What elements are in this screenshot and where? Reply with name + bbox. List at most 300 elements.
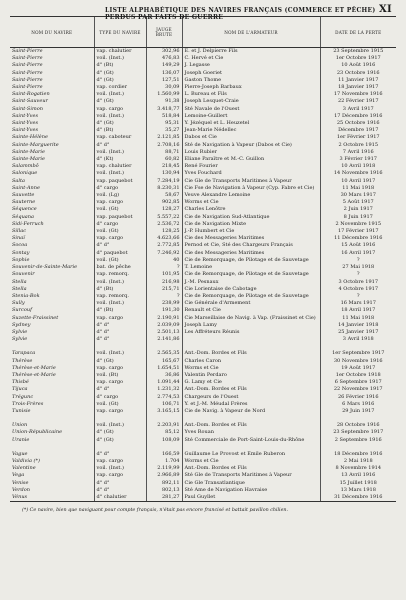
ship-type-cell: voil. (Gt) — [94, 401, 146, 408]
tonnage-cell: 1.654,51 — [146, 365, 182, 372]
ship-name-cell: Séquence — [12, 206, 37, 213]
ship-name-cell: Socoa — [12, 242, 28, 249]
tonnage-cell: 802,13 — [146, 487, 182, 494]
ship-name-cell: Valentine — [12, 465, 36, 472]
table-row — [10, 185, 396, 192]
loss-date-cell: 28 Octobre 1916 — [320, 422, 396, 429]
ship-type-cell: voil. (Gt) — [94, 228, 146, 235]
table-row — [10, 437, 396, 444]
table-row — [10, 379, 396, 386]
tonnage-cell: 95,31 — [146, 120, 182, 127]
loss-date-cell: 30 Novembre 1916 — [320, 358, 396, 365]
loss-date-cell: 2 Octobre 1915 — [320, 142, 396, 149]
owner-cell — [182, 415, 320, 422]
tonnage-cell: 2.536,72 — [146, 221, 182, 228]
ship-name-cell: Union — [12, 422, 28, 429]
tonnage-cell: 88,71 — [146, 149, 182, 156]
table-row — [10, 62, 396, 69]
tonnage-cell: 2.190,91 — [146, 315, 182, 322]
ship-name-cell: Saint-Yves — [12, 120, 39, 127]
ship-type-cell: voil. (Inst.) — [94, 350, 146, 357]
ship-name-cell: Sainte-Marguerite — [12, 141, 59, 148]
table-row — [10, 170, 396, 177]
table-row — [10, 429, 396, 436]
table-body — [10, 48, 396, 502]
tonnage-cell: 518,84 — [146, 113, 182, 120]
owner-cell — [182, 336, 320, 343]
ship-type-cell: d° cargo — [94, 221, 146, 228]
table-row — [10, 465, 396, 472]
table-row — [10, 98, 396, 105]
table-row — [10, 401, 396, 408]
ship-name-cell: Sauvette — [12, 192, 35, 199]
table-row — [10, 300, 396, 307]
table-row — [10, 487, 396, 494]
loss-date-cell: 26 Février 1916 — [320, 394, 396, 401]
tonnage-cell: 136,07 — [146, 70, 182, 77]
tonnage-cell: 1.091,44 — [146, 379, 182, 386]
ship-type-cell: vap. chalutier — [94, 48, 146, 56]
owner-cell: Sté Gle de Transports Maritimes à Vapeur — [182, 472, 320, 479]
owner-cell — [182, 343, 320, 350]
owner-cell: Cie de Navigation Mixte — [182, 221, 320, 228]
table-row — [10, 235, 396, 242]
ship-type-cell — [94, 415, 146, 422]
ship-loss-table — [10, 16, 396, 502]
table-row — [10, 163, 396, 170]
ship-type-cell: voil. (Inst.) — [94, 113, 146, 120]
ship-name-cell: Sainte-Marie — [12, 148, 45, 155]
ship-type-cell: d° (Gt) — [94, 77, 146, 84]
owner-cell: Joseph Lesquet-Craie — [182, 98, 320, 105]
tonnage-cell: 7.246,92 — [146, 250, 182, 257]
owner-cell: Gaston Thome — [182, 77, 320, 84]
loss-date-cell: Décembre 1917 — [320, 127, 396, 134]
table-row — [10, 127, 396, 134]
table-row — [10, 149, 396, 156]
tonnage-cell — [146, 343, 182, 350]
table-row — [10, 113, 396, 120]
ship-type-cell: vap. cargo — [94, 106, 146, 113]
loss-date-cell: ? — [320, 257, 396, 264]
ship-name-cell: Souvenir-de-Sainte-Marie — [12, 264, 78, 271]
table-spacer-row — [10, 343, 396, 350]
ship-type-cell: d° (Gt) — [94, 437, 146, 444]
ship-type-cell: d° (Gt) — [94, 120, 146, 127]
tonnage-cell: 60,82 — [146, 156, 182, 163]
tonnage-cell: 1.560,99 — [146, 91, 182, 98]
ship-type-cell: d° d° — [94, 336, 146, 343]
table-row — [10, 350, 396, 357]
ship-type-cell: vap. cargo — [94, 199, 146, 206]
owner-cell: Cie de Remorquage, de Pilotage et de Sauvetage — [182, 271, 320, 278]
owner-cell — [182, 444, 320, 451]
ship-type-cell: vap. cargo — [94, 472, 146, 479]
loss-date-cell: 14 Janvier 1918 — [320, 322, 396, 329]
loss-date-cell: 10 Août 1916 — [320, 62, 396, 69]
ship-type-cell: d° d° — [94, 451, 146, 458]
owner-cell: J. Legasse — [182, 62, 320, 69]
ship-type-cell: vap. paquebot — [94, 214, 146, 221]
ship-type-cell — [94, 343, 146, 350]
loss-date-cell: 11 Mai 1918 — [320, 315, 396, 322]
owner-cell: Cie Lorientaise de Cabotage — [182, 286, 320, 293]
loss-date-cell: 27 Mai 1918 — [320, 264, 396, 271]
loss-date-cell: 2 Juin 1917 — [320, 206, 396, 213]
tonnage-cell: 30,09 — [146, 84, 182, 91]
ship-name-cell: Tunisie — [12, 407, 31, 414]
table-row — [10, 286, 396, 293]
loss-date-cell: 25 Octobre 1916 — [320, 120, 396, 127]
ship-type-cell: d° d° — [94, 480, 146, 487]
owner-cell: Dabos et Cie — [182, 134, 320, 141]
owner-cell: L. Bureau et Fils — [182, 91, 320, 98]
ship-type-cell: bat. de pêche — [94, 264, 146, 271]
loss-date-cell: 16 Mars 1917 — [320, 300, 396, 307]
loss-date-cell: 23 Octobre 1916 — [320, 70, 396, 77]
loss-date-cell: 7 Avril 1916 — [320, 149, 396, 156]
ship-name-cell: Union-Républicaine — [12, 429, 63, 436]
ship-type-cell: voil. (Inst.) — [94, 465, 146, 472]
ship-type-cell: d° paquebot — [94, 250, 146, 257]
table-row — [10, 307, 396, 314]
loss-date-cell: 31 Décembre 1916 — [320, 494, 396, 502]
ship-name-cell: Salta — [12, 177, 25, 184]
loss-date-cell: 29 Juin 1917 — [320, 408, 396, 415]
loss-date-cell: 1er Octobre 1917 — [320, 55, 396, 62]
tonnage-cell: 101,95 — [146, 271, 182, 278]
tonnage-cell — [146, 415, 182, 422]
loss-date-cell — [320, 415, 396, 422]
table-row — [10, 480, 396, 487]
table-row — [10, 408, 396, 415]
owner-cell: Joseph Goeriet — [182, 70, 320, 77]
tonnage-cell: 2.039,09 — [146, 322, 182, 329]
ship-name-cell: Sauterne — [12, 199, 36, 206]
table-row — [10, 91, 396, 98]
owner-cell: Worms et Cie — [182, 458, 320, 465]
ship-name-cell: Vague — [12, 450, 28, 457]
ship-type-cell: d° (Bt) — [94, 307, 146, 314]
owner-cell: Cie Fse de Navigation à Vapeur (Cyp. Fabre et Cie) — [182, 185, 320, 192]
ship-name-cell: Surcouf — [12, 307, 32, 314]
table-row — [10, 494, 396, 502]
owner-cell: Charles Lenôtre — [182, 206, 320, 213]
ship-type-cell: voil. (Bt) — [94, 372, 146, 379]
page-header — [10, 4, 396, 21]
ship-type-cell: d° (Kt) — [94, 156, 146, 163]
tonnage-cell — [146, 444, 182, 451]
tonnage-cell: 36,86 — [146, 372, 182, 379]
table-spacer-row — [10, 444, 396, 451]
table-row — [10, 206, 396, 213]
owner-cell: T. Lemoine — [182, 264, 320, 271]
footnote: (*) Ce navire, bien que naviguant pour compte français, n'était pas encore francisé et battait pavillon chilien. — [22, 508, 289, 514]
table-row — [10, 315, 396, 322]
ship-type-cell: d° (Gt) — [94, 98, 146, 105]
loss-date-cell: 25 Janvier 1917 — [320, 329, 396, 336]
loss-date-cell — [320, 444, 396, 451]
loss-date-cell: 4 Octobre 1917 — [320, 286, 396, 293]
ship-name-cell: Tijuca — [12, 386, 28, 393]
tonnage-cell: 1.704 — [146, 458, 182, 465]
ship-name-cell: Stella — [12, 285, 27, 292]
ship-name-cell: Stella — [12, 278, 27, 285]
tonnage-cell: 2.565,35 — [146, 350, 182, 357]
table-row — [10, 70, 396, 77]
owner-cell: Sté Ame de Navigation Havraise — [182, 487, 320, 494]
tonnage-cell: 165,67 — [146, 358, 182, 365]
ship-name-cell: Valdivia (*) — [12, 457, 40, 464]
tonnage-cell: 128,27 — [146, 206, 182, 213]
owner-cell: Pernod et Cie, Sté des Chargeurs Français — [182, 242, 320, 249]
table-row — [10, 77, 396, 84]
table-row — [10, 250, 396, 257]
owner-cell: Cie de Remorquage, de Pilotage et de Sauvetage — [182, 293, 320, 300]
loss-date-cell: 8 Novembre 1914 — [320, 465, 396, 472]
owner-cell: J.-M. Pesnaux — [182, 279, 320, 286]
owner-cell: Les Affréteurs Réunis — [182, 329, 320, 336]
tonnage-cell: 2.119,99 — [146, 465, 182, 472]
table-row — [10, 322, 396, 329]
table-row — [10, 55, 396, 62]
ship-type-cell: vap. remorq. — [94, 271, 146, 278]
table-row — [10, 472, 396, 479]
table-row — [10, 106, 396, 113]
ship-name-cell: Suzette-Fraissinet — [12, 314, 59, 321]
page-number: XI — [378, 4, 392, 15]
loss-date-cell: 18 Janvier 1917 — [320, 84, 396, 91]
owner-cell: Sté Navale de l'Ouest — [182, 106, 320, 113]
ship-name-cell: Verdon — [12, 486, 30, 493]
table-row — [10, 422, 396, 429]
loss-date-cell: 18 Avril 1917 — [320, 307, 396, 314]
loss-date-cell: 15 Août 1916 — [320, 242, 396, 249]
tonnage-cell: 2.708,16 — [146, 142, 182, 149]
col-header-owner: NOM DE L'ARMATEUR — [182, 17, 320, 48]
tonnage-cell: 106,71 — [146, 401, 182, 408]
tonnage-cell: 108,09 — [146, 437, 182, 444]
ship-type-cell: d° d° — [94, 242, 146, 249]
owner-cell: Cie Gle Transatlantique — [182, 480, 320, 487]
ship-type-cell: d° d° — [94, 386, 146, 393]
owner-cell: Paul Guyllet — [182, 494, 320, 502]
ship-name-cell: Saint-Pierre — [12, 76, 43, 83]
ship-name-cell — [10, 444, 94, 451]
ship-type-cell: vap. caboteur — [94, 134, 146, 141]
ship-name-cell — [10, 343, 94, 350]
table-row — [10, 279, 396, 286]
tonnage-cell: 8.230,31 — [146, 185, 182, 192]
owner-cell: Guillaume Le Provost et Émile Ruberon — [182, 451, 320, 458]
owner-cell: Cie de Navigation Sud-Atlantique — [182, 214, 320, 221]
ship-type-cell: d° (Bt) — [94, 286, 146, 293]
ship-name-cell: Saint-Yves — [12, 112, 39, 119]
owner-cell: Yves Rouan — [182, 429, 320, 436]
table-row — [10, 394, 396, 401]
ship-type-cell: d° d° — [94, 322, 146, 329]
loss-date-cell: 2 Novembre 1915 — [320, 221, 396, 228]
tonnage-cell: 218,45 — [146, 163, 182, 170]
loss-date-cell: ? — [320, 293, 396, 300]
owner-cell: Yves Fouchard — [182, 170, 320, 177]
ship-type-cell: d° (Gt) — [94, 358, 146, 365]
ship-name-cell: Saint-Sauveur — [12, 98, 48, 105]
ship-type-cell: d° d° — [94, 487, 146, 494]
owner-cell: Worms et Cie — [182, 365, 320, 372]
page-title: LISTE ALPHABÉTIQUE DES NAVIRES FRANÇAIS (COMMERCE ET PÊCHE) PERDUS PAR FAITS DE GUERRE — [105, 7, 376, 21]
table-row — [10, 214, 396, 221]
table-row — [10, 228, 396, 235]
ship-name-cell: Vega — [12, 472, 25, 479]
loss-date-cell: 10 Avril 1918 — [320, 163, 396, 170]
ship-type-cell: d° d° — [94, 142, 146, 149]
tonnage-cell: 5.557,22 — [146, 214, 182, 221]
loss-date-cell: 15 Juillet 1918 — [320, 480, 396, 487]
col-header-type: TYPE DU NAVIRE — [94, 17, 146, 48]
ship-type-cell: d° (Bt) — [94, 62, 146, 69]
loss-date-cell: 17 Février 1917 — [320, 228, 396, 235]
ship-name-cell: Séquana — [12, 213, 34, 220]
ship-name-cell: Sylvie — [12, 328, 28, 335]
owner-cell: Renault et Cie — [182, 307, 320, 314]
owner-cell: René Fourier — [182, 163, 320, 170]
owner-cell: Lemoine-Guillert — [182, 113, 320, 120]
owner-cell: Eliane Paraïtre et M.-C. Guillon — [182, 156, 320, 163]
table-row — [10, 221, 396, 228]
tonnage-cell: 3.418,77 — [146, 106, 182, 113]
ship-name-cell: Sidi-Ferruch — [12, 220, 44, 227]
tonnage-cell: 892,11 — [146, 480, 182, 487]
tonnage-cell: 7.284,19 — [146, 178, 182, 185]
table-row — [10, 271, 396, 278]
loss-date-cell: ? — [320, 271, 396, 278]
owner-cell: Louis Rubier — [182, 149, 320, 156]
ship-name-cell: Saint-Yves — [12, 127, 39, 134]
ship-type-cell: d° (Bt) — [94, 127, 146, 134]
loss-date-cell: 13 Mars 1918 — [320, 487, 396, 494]
tonnage-cell: 2.772,85 — [146, 242, 182, 249]
owner-cell: Ant.-Dom. Bordes et Fils — [182, 422, 320, 429]
owner-cell: Cie de Navig. à Vapeur de Nord — [182, 408, 320, 415]
table-row — [10, 365, 396, 372]
loss-date-cell: 17 Décembre 1916 — [320, 113, 396, 120]
ship-type-cell: vap. cargo — [94, 315, 146, 322]
ship-type-cell: voil. (Lg) — [94, 192, 146, 199]
tonnage-cell: 2.121,85 — [146, 134, 182, 141]
loss-date-cell: 2 Septembre 1916 — [320, 437, 396, 444]
col-header-tonnage: JAUGE BRUTE — [146, 17, 182, 48]
loss-date-cell: 6 Mars 1916 — [320, 401, 396, 408]
table-row — [10, 142, 396, 149]
loss-date-cell: 10 Avril 1917 — [320, 178, 396, 185]
owner-cell: Veuve Alexandre Lemoine — [182, 192, 320, 199]
loss-date-cell: 11 Mai 1918 — [320, 185, 396, 192]
owner-cell: Valentin Perdaro — [182, 372, 320, 379]
ship-type-cell — [94, 444, 146, 451]
ship-type-cell: vap. cordier — [94, 84, 146, 91]
table-row — [10, 192, 396, 199]
loss-date-cell: 6 Septembre 1917 — [320, 379, 396, 386]
loss-date-cell: 23 Septembre 1915 — [320, 48, 396, 56]
ship-type-cell: vap. cargo — [94, 379, 146, 386]
ship-name-cell: Sontay — [12, 249, 30, 256]
ship-type-cell: d° chalutier — [94, 494, 146, 502]
tonnage-cell: 127,51 — [146, 77, 182, 84]
tonnage-cell: 2.141,86 — [146, 336, 182, 343]
ship-type-cell: voil. (Inst.) — [94, 55, 146, 62]
loss-date-cell: 18 Décembre 1916 — [320, 451, 396, 458]
tonnage-cell: 85,12 — [146, 429, 182, 436]
table-row — [10, 329, 396, 336]
owner-cell: Y. Jézéquel et L. Heuzetel — [182, 120, 320, 127]
loss-date-cell: 14 Novembre 1916 — [320, 170, 396, 177]
ship-name-cell: Trégunc — [12, 393, 34, 400]
table-row — [10, 242, 396, 249]
loss-date-cell: 1er Février 1917 — [320, 134, 396, 141]
owner-cell: G. Lamy et Cie — [182, 379, 320, 386]
ship-name-cell: Saint-Pierre — [12, 55, 43, 62]
owner-cell: Cie Marseillaise de Navig. à Vap. (Fraissinet et Cie) — [182, 315, 320, 322]
tonnage-cell: 238,99 — [146, 300, 182, 307]
tonnage-cell: 2.203,91 — [146, 422, 182, 429]
tonnage-cell: ? — [146, 293, 182, 300]
tonnage-cell: 3.165,15 — [146, 408, 182, 415]
loss-date-cell: 3 Avril 1917 — [320, 106, 396, 113]
ship-name-cell — [10, 415, 94, 422]
ship-name-cell: Sinaï — [12, 235, 25, 242]
ship-name-cell: Salammbô — [12, 163, 39, 170]
table-row — [10, 293, 396, 300]
tonnage-cell: 128,25 — [146, 228, 182, 235]
ship-type-cell: vap. cargo — [94, 408, 146, 415]
table-row — [10, 199, 396, 206]
owner-cell: Chargeurs de l'Ouest — [182, 394, 320, 401]
tonnage-cell: 40 — [146, 257, 182, 264]
ship-name-cell: Saint-Pierre — [12, 69, 43, 76]
loss-date-cell: 3 Octobre 1917 — [320, 279, 396, 286]
ship-name-cell: Saint-Rogatien — [12, 91, 50, 98]
loss-date-cell: 2 Mai 1918 — [320, 458, 396, 465]
owner-cell: E. et J. Delpierre Fils — [182, 48, 320, 56]
ship-name-cell: Sully — [12, 300, 25, 307]
ship-type-cell: voil. (Gt) — [94, 257, 146, 264]
table-row — [10, 358, 396, 365]
loss-date-cell: 8 Juin 1917 — [320, 214, 396, 221]
owner-cell: Sté de Navigation à Vapeur (Dabos et Cie) — [182, 142, 320, 149]
loss-date-cell: 3 Février 1917 — [320, 156, 396, 163]
owner-cell: Jean-Marie Nédellec — [182, 127, 320, 134]
table-row — [10, 48, 396, 56]
loss-date-cell: 22 Février 1917 — [320, 98, 396, 105]
table-row — [10, 336, 396, 343]
tonnage-cell: 149,29 — [146, 62, 182, 69]
ship-type-cell: d° d° — [94, 329, 146, 336]
ship-type-cell: vap. cargo — [94, 235, 146, 242]
ship-name-cell: Saint-Simon — [12, 105, 43, 112]
ship-type-cell: voil. (Inst.) — [94, 422, 146, 429]
ship-name-cell: Saint-Pierre — [12, 84, 43, 91]
ship-name-cell: Saint-Pierre — [12, 62, 43, 69]
table-row — [10, 372, 396, 379]
ship-name-cell: Venise — [12, 479, 29, 486]
col-header-name: NOM DU NAVIRE — [10, 17, 94, 48]
tonnage-cell: 2.966,89 — [146, 472, 182, 479]
tonnage-cell: 215,71 — [146, 286, 182, 293]
owner-cell: Sté Commerciale de Port-Saint-Louis-du-Rhône — [182, 437, 320, 444]
tonnage-cell: 2.501,13 — [146, 329, 182, 336]
ship-type-cell: vap. paquebot — [94, 178, 146, 185]
